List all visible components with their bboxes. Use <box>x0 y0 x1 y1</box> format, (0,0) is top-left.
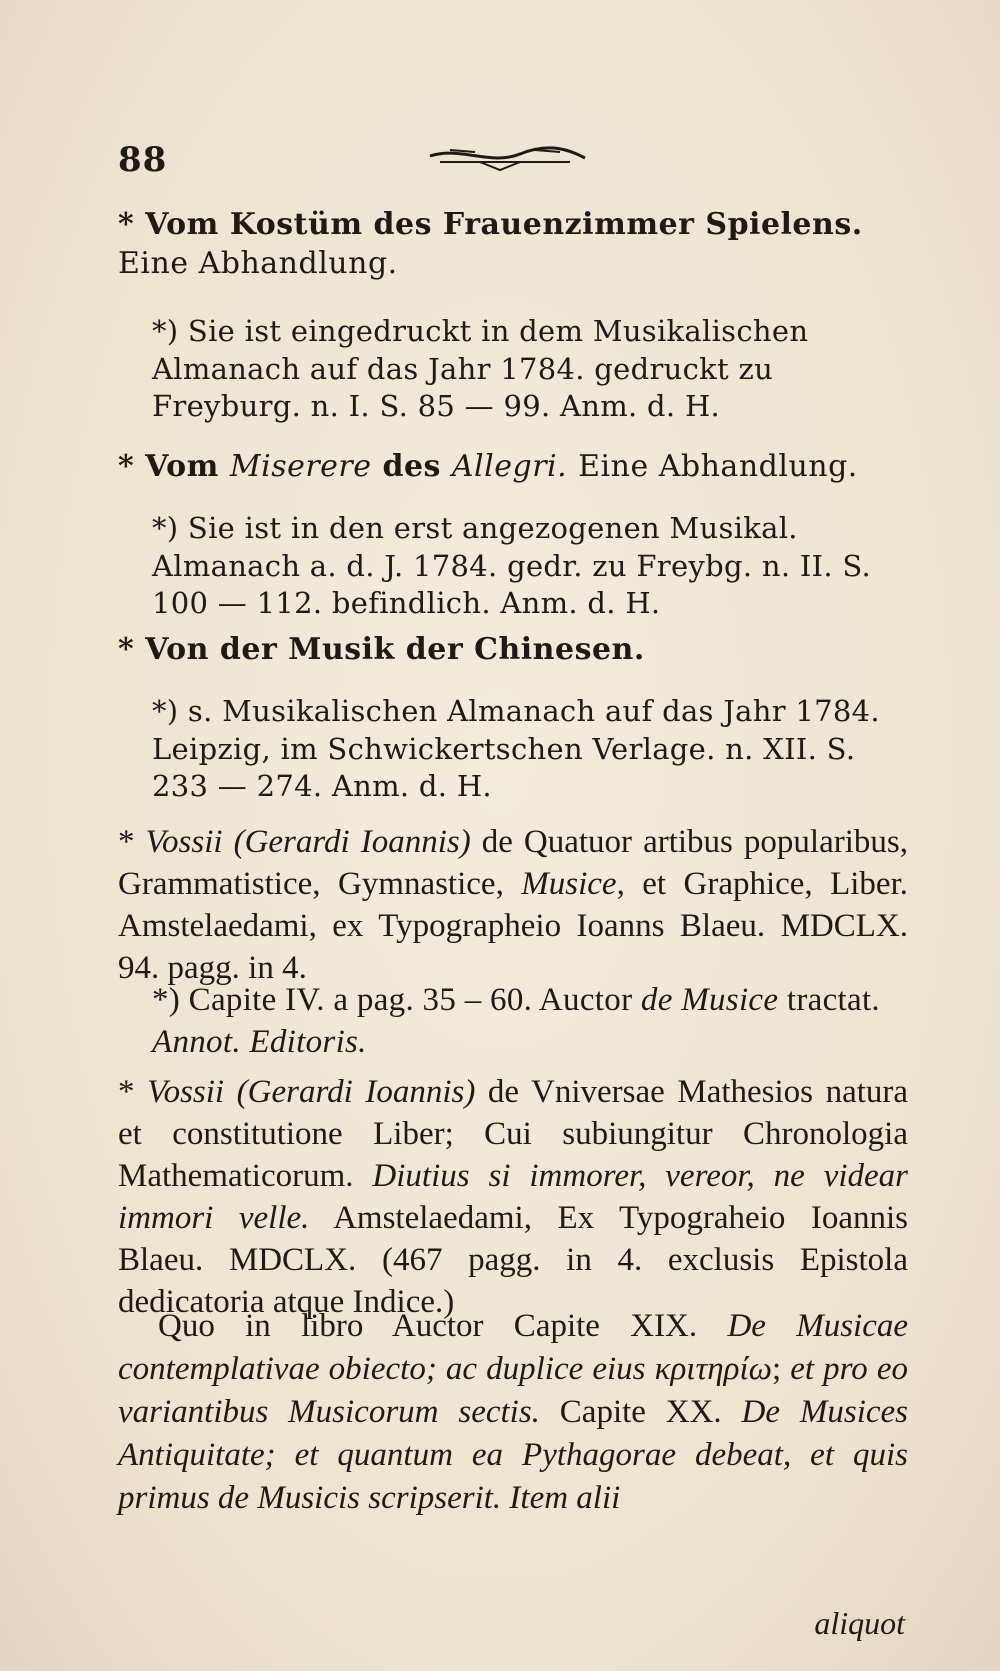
note-text: *) Capite IV. a pag. 35 – 60. Auctor <box>152 982 633 1018</box>
entry-text: de Vniversae Mathesios natura et constitutione Liber; Cui subiungitur Chronologia Mathematicorum. <box>118 1074 909 1194</box>
entry-vossius-artibus <box>118 822 908 990</box>
entry-title <box>118 447 908 486</box>
author-name: Vossii (Gerardi Ioannis) <box>145 824 471 860</box>
note-text: tractat. <box>786 982 880 1018</box>
entry-vossius-mathesios <box>118 1072 908 1323</box>
entry-text: Amstelaedami, Ex Typograheio Ioannis Blaeu. MDCLX. (467 pagg. in 4. exclusis Epistola dedicatoria atque Indice.) <box>118 1199 908 1320</box>
star-mark: * <box>118 824 135 860</box>
para-text: Quo in libro Auctor Capite XIX. <box>158 1308 698 1344</box>
title-italic: Allegri. <box>451 449 568 484</box>
entry-italic: Diutius si immorer, vereor, ne videar immori velle. <box>118 1157 908 1236</box>
entry-title: * Vom Kostüm des Frauenzimmer Spielens. <box>118 207 863 242</box>
para-text: ; <box>771 1350 782 1387</box>
entry-kostuem <box>118 205 908 283</box>
entry-text: de Quatuor artibus popularibus, Grammatistice, Gymnastice, <box>118 824 908 902</box>
title-mid: des <box>382 449 441 484</box>
entry-title: * Von der Musik der Chinesen. <box>118 632 645 667</box>
footnote: *) Sie ist eingedruckt in dem Musikalischen Almanach auf das Jahr 1784. gedruckt zu Freyburg. n. I. S. 85 — 99. Anm. d. H. <box>152 314 809 424</box>
title-suffix: Eine Abhandlung. <box>578 449 858 484</box>
catchword: aliquot <box>814 1605 905 1641</box>
star-mark: * <box>118 1074 135 1110</box>
title-prefix: * Vom <box>118 449 219 484</box>
para-text: Capite XX. <box>559 1393 722 1430</box>
para-italic: et pro eo variantibus Musicorum sectis. <box>118 1350 908 1430</box>
rule-ornament-icon <box>420 140 590 176</box>
footnote: *) Sie ist in den erst angezogenen Musikal. Almanach a. d. J. 1784. gedr. zu Freybg. n. II. S. 100 — 112. befindlich. Anm. d. H. <box>152 511 872 621</box>
entry-subtitle: Eine Abhandlung. <box>118 246 398 281</box>
page-number: 88 <box>118 140 168 180</box>
entry-chinesen <box>118 630 908 669</box>
footnote <box>152 980 912 1064</box>
para-italic: De Musicae contemplativae obiecto; ac duplice eius <box>118 1308 909 1387</box>
note-italic: Annot. Editoris. <box>152 1023 367 1060</box>
greek-word: κριτηρίω <box>654 1350 772 1387</box>
title-italic: Miserere <box>229 449 372 484</box>
author-name: Vossii (Gerardi Ioannis) <box>147 1074 476 1110</box>
footnote: *) s. Musikalischen Almanach auf das Jahr 1784. Leipzig, im Schwickertschen Verlage. n. XII. S. 233 — 274. Anm. d. H. <box>152 694 880 804</box>
entry-italic: Musice <box>521 865 617 902</box>
note-italic: de Musice <box>640 982 779 1018</box>
entry-text: , et Graphice, Liber. Amstelaedami, ex Typographeio Ioanns Blaeu. MDCLX. 94. pagg. in 4. <box>118 865 909 986</box>
entry-miserere <box>118 447 908 486</box>
para-italic: De Musices Antiquitate; et quantum ea Pythagorae debeat, et quis primus de Musicis scripserit. Item alii <box>118 1393 909 1516</box>
body-paragraph <box>118 1305 908 1519</box>
